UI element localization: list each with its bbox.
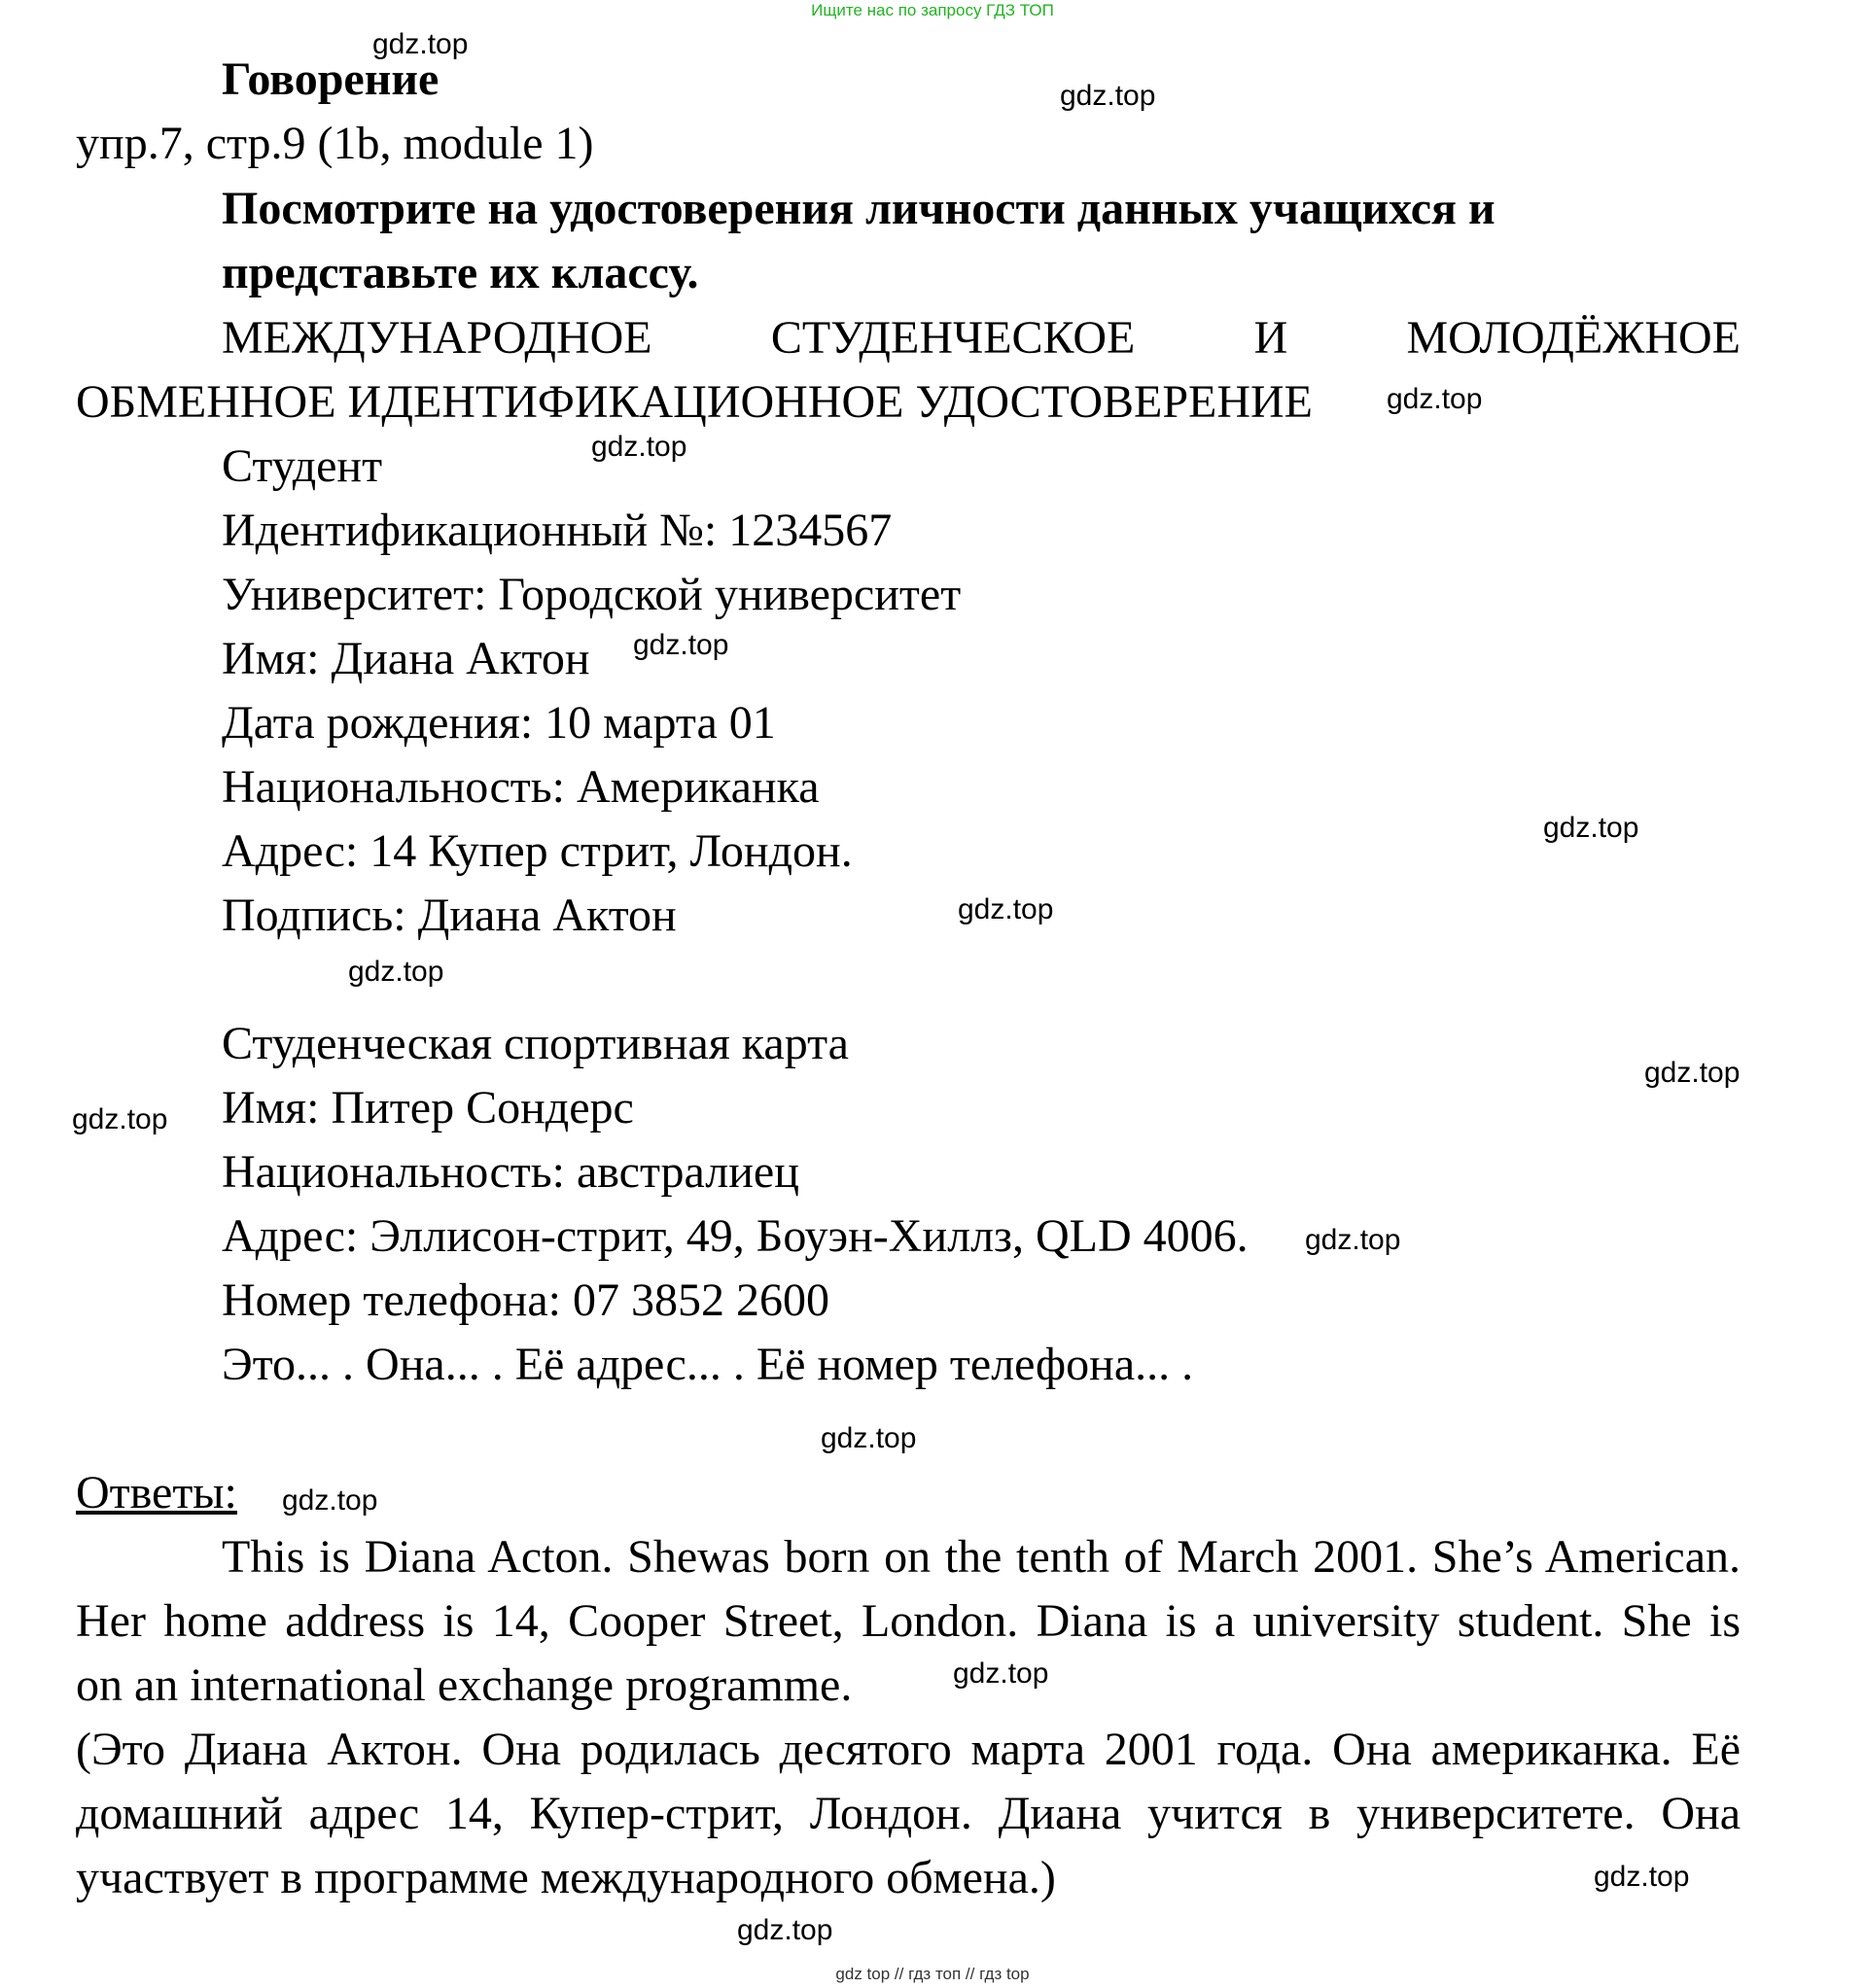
card1-field: Идентификационный №: 1234567 bbox=[222, 505, 893, 556]
card1-heading-line-1: МЕЖДУНАРОДНОЕ СТУДЕНЧЕСКОЕ И МОЛОДЁЖНОЕ bbox=[222, 312, 1741, 364]
section-title: Говорение bbox=[222, 53, 440, 105]
card1-field: Подпись: Диана Актон bbox=[222, 889, 677, 941]
card1-field: Дата рождения: 10 марта 01 bbox=[222, 697, 776, 749]
watermark: gdz.top bbox=[1387, 383, 1483, 415]
watermark: gdz.top bbox=[1644, 1057, 1741, 1089]
card2-field: Студенческая спортивная карта bbox=[222, 1018, 849, 1069]
exercise-reference: упр.7, стр.9 (1b, module 1) bbox=[76, 118, 594, 169]
bottom-banner: gdz top // гдз топ // гдз top bbox=[835, 1965, 1030, 1983]
card2-field: Номер телефона: 07 3852 2600 bbox=[222, 1274, 829, 1326]
card1-field: Национальность: Американка bbox=[222, 761, 820, 813]
card1-heading-line-2: ОБМЕННОЕ ИДЕНТИФИКАЦИОННОЕ УДОСТОВЕРЕНИЕ bbox=[76, 376, 1313, 428]
watermark: gdz.top bbox=[737, 1914, 833, 1946]
card1-field: Университет: Городской университет bbox=[222, 569, 962, 620]
watermark: gdz.top bbox=[1060, 80, 1156, 112]
watermark: gdz.top bbox=[348, 956, 444, 988]
task-line-2: представьте их классу. bbox=[222, 247, 699, 298]
task-line-1: Посмотрите на удостоверения личности данных учащихся и bbox=[222, 183, 1496, 234]
watermark: gdz.top bbox=[372, 28, 469, 60]
card1-field: Имя: Диана Актон bbox=[222, 633, 590, 684]
answer-english-line: This is Diana Acton. Shewas born on the tenth of March 2001. She’s American. bbox=[222, 1531, 1741, 1583]
watermark: gdz.top bbox=[958, 893, 1054, 925]
answers-label: Ответы: bbox=[76, 1467, 237, 1518]
watermark: gdz.top bbox=[633, 629, 729, 661]
watermark: gdz.top bbox=[591, 431, 687, 463]
watermark: gdz.top bbox=[1543, 812, 1639, 844]
card2-field: Национальность: австралиец bbox=[222, 1146, 799, 1198]
answer-russian-line: (Это Диана Актон. Она родилась десятого марта 2001 года. Она американка. Её bbox=[76, 1724, 1741, 1775]
watermark: gdz.top bbox=[1305, 1224, 1401, 1256]
answer-english-line: Her home address is 14, Cooper Street, London. Diana is a university student. She is bbox=[76, 1595, 1741, 1647]
watermark: gdz.top bbox=[282, 1484, 378, 1517]
answer-russian-line: участвует в программе международного обмена.) bbox=[76, 1852, 1056, 1903]
watermark: gdz.top bbox=[72, 1103, 168, 1135]
card2-field: Это... . Она... . Её адрес... . Её номер телефона... . bbox=[222, 1339, 1194, 1390]
watermark: gdz.top bbox=[953, 1657, 1049, 1690]
card1-field: Адрес: 14 Купер стрит, Лондон. bbox=[222, 825, 853, 877]
card1-field: Студент bbox=[222, 440, 383, 492]
watermark: gdz.top bbox=[1594, 1861, 1690, 1893]
card2-field: Адрес: Эллисон-стрит, 49, Боуэн-Хиллз, QLD 4006. bbox=[222, 1210, 1249, 1262]
answer-russian-line: домашний адрес 14, Купер-стрит, Лондон. Диана учится в университете. Она bbox=[76, 1788, 1741, 1839]
card2-field: Имя: Питер Сондерс bbox=[222, 1082, 634, 1134]
top-banner: Ищите нас по запросу ГДЗ ТОП bbox=[811, 1, 1054, 19]
watermark: gdz.top bbox=[821, 1422, 917, 1454]
answer-english-line: on an international exchange programme. bbox=[76, 1659, 853, 1711]
